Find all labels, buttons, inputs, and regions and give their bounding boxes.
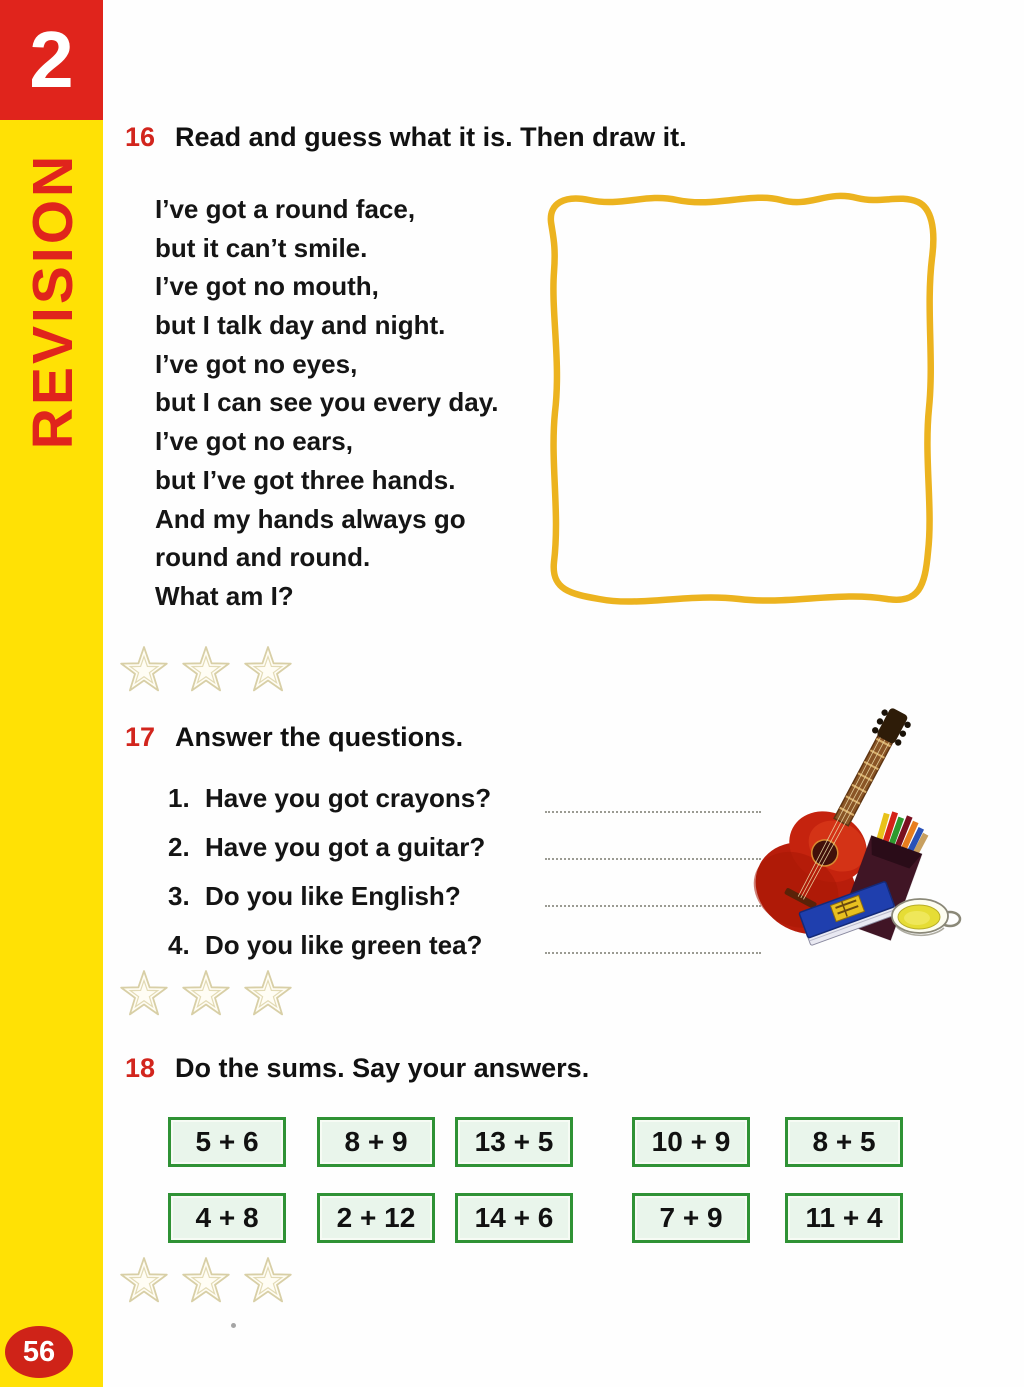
question-number: 1. [168,783,190,813]
riddle-line: I’ve got a round face, [155,194,416,224]
revision-vertical-label: REVISION [21,152,85,450]
star-icon[interactable] [180,644,232,696]
sum-card [632,1117,750,1167]
question-number: 4. [168,930,190,960]
exercise17-number: 17 [125,722,156,752]
sum-text: 10 + 9 [651,1126,731,1157]
question-number: 3. [168,881,190,911]
answer-line-4[interactable] [545,952,761,954]
exercise17-illustration [745,700,1015,953]
sum-card [632,1193,750,1243]
sum-text: 8 + 5 [812,1126,876,1157]
question-row [168,783,588,813]
question-row [168,832,588,862]
exercise16-title: Read and guess what it is. Then draw it. [175,122,687,152]
sum-text: 5 + 6 [195,1126,259,1157]
page-number-badge [5,1326,73,1378]
star-icon[interactable] [118,644,170,696]
star-icon[interactable] [118,1255,170,1307]
sum-text: 11 + 4 [805,1202,883,1233]
sum-card [317,1193,435,1243]
exercise18-number: 18 [125,1053,156,1083]
answer-line-1[interactable] [545,811,761,813]
unit-number: 2 [29,15,74,104]
sum-card [455,1193,573,1243]
question-text: Have you got crayons? [205,783,492,813]
answer-line-3[interactable] [545,905,761,907]
sum-text: 2 + 12 [336,1202,416,1233]
star-icon[interactable] [180,1255,232,1307]
self-rating-stars-ex16[interactable] [118,644,294,696]
sum-text: 4 + 8 [195,1202,259,1233]
question-text: Do you like English? [205,881,461,911]
sum-text: 8 + 9 [344,1126,408,1157]
page-number: 56 [22,1335,56,1368]
answer-line-2[interactable] [545,858,761,860]
riddle-line: I’ve got no eyes, [155,348,358,379]
sum-card [785,1193,903,1243]
drawing-frame-outline [551,196,934,602]
drawing-box[interactable] [527,178,950,626]
exercise18-heading [125,1053,589,1084]
sum-card [455,1117,573,1167]
riddle-line: I’ve got no ears, [155,426,353,457]
question-text: Do you like green tea? [205,930,483,960]
tea-cup-illustration [892,899,960,935]
question-row [168,881,588,911]
sum-card [168,1117,286,1167]
question-number: 2. [168,832,190,862]
question-text: Have you got a guitar? [205,832,486,862]
sum-text: 14 + 6 [474,1202,554,1233]
riddle-line: but I talk day and night. [155,310,446,341]
riddle-line: but I’ve got three hands. [155,464,456,495]
star-icon[interactable] [242,1255,294,1307]
exercise17-title: Answer the questions. [175,722,464,752]
star-icon[interactable] [180,968,232,1020]
exercise18-title: Do the sums. Say your answers. [175,1053,590,1083]
question-row [168,930,588,960]
star-icon[interactable] [242,644,294,696]
sum-text: 7 + 9 [659,1202,723,1233]
riddle-line: round and round. [155,542,371,573]
sum-card [168,1193,286,1243]
self-rating-stars-ex18[interactable] [118,1255,294,1307]
star-icon[interactable] [118,968,170,1020]
self-rating-stars-ex17[interactable] [118,968,294,1020]
exercise16-heading [125,122,687,153]
sum-card [785,1117,903,1167]
riddle-line: What am I? [155,580,294,611]
riddle-line: but it can’t smile. [155,232,368,263]
riddle-line: but I can see you every day. [155,387,499,418]
stray-dot-mark [231,1323,236,1328]
riddle-line: I’ve got no mouth, [155,271,379,302]
riddle-line: And my hands always go [155,503,466,534]
sum-text: 13 + 5 [474,1126,554,1157]
unit-number-box [0,0,103,120]
exercise17-heading [125,722,463,753]
riddle-text [155,194,555,620]
exercise16-number: 16 [125,122,156,152]
sum-card [317,1117,435,1167]
star-icon[interactable] [242,968,294,1020]
